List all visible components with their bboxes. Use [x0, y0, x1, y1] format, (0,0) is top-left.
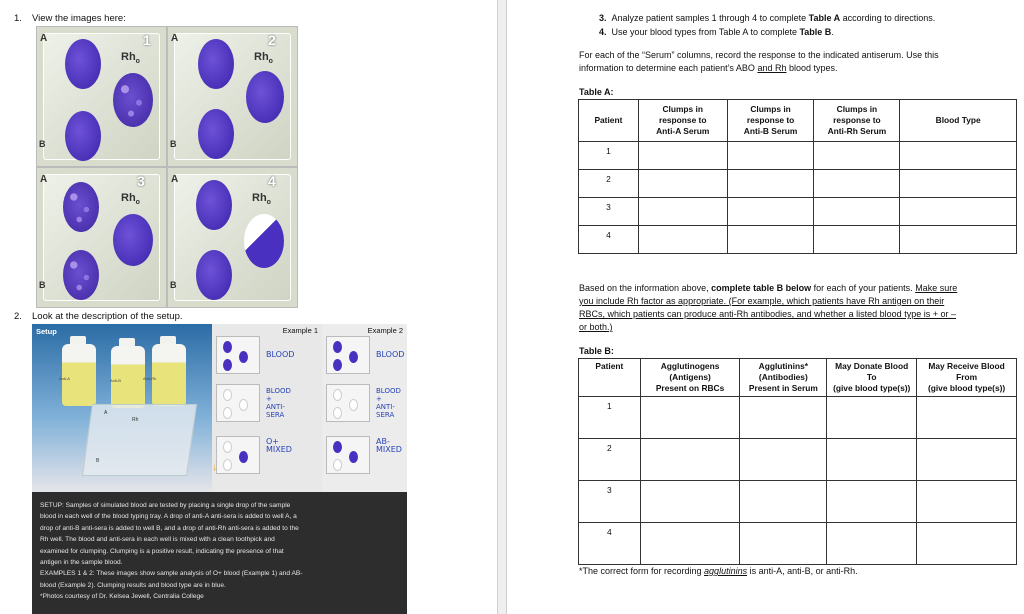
- tray-2-b-label: B: [170, 139, 177, 149]
- table-b-header-patient: Patient: [579, 359, 641, 397]
- example-1-title: Example 1: [282, 326, 318, 335]
- tray-3: [36, 167, 167, 308]
- tray-3-well-b: [63, 250, 99, 300]
- example-2-title: Example 2: [367, 326, 403, 335]
- tray-3-rh-label: $Rh_o$: [121, 192, 140, 207]
- instruction-4: 4. Use your blood types from Table A to complete Table B.: [599, 27, 834, 37]
- table-b-patient-4: 4: [579, 523, 641, 565]
- table-a-cell-input[interactable]: [814, 142, 900, 170]
- table-b-header-agglutinogens: Agglutinogens (Antigens) Present on RBCs: [640, 359, 740, 397]
- instruction-2: [14, 311, 183, 322]
- setup-tray-b-label: B: [96, 458, 100, 464]
- table-row: [579, 523, 1017, 565]
- table-a-cell-input[interactable]: [727, 170, 814, 198]
- page-gutter: [497, 0, 507, 614]
- table-a-cell-input[interactable]: [900, 142, 1017, 170]
- example-1-row-3: O+ MIXED: [266, 437, 292, 454]
- tray-4-rh-label: $Rh_o$: [252, 192, 271, 207]
- blood-typing-trays: [36, 26, 298, 308]
- table-b-cell-input[interactable]: [917, 481, 1017, 523]
- table-b-cell-input[interactable]: [740, 481, 827, 523]
- instruction-1: [14, 13, 126, 24]
- table-row: [579, 226, 1017, 254]
- tray-2-a-label: A: [171, 33, 179, 44]
- example-1-row-1: BLOOD: [266, 350, 295, 359]
- tray-4-b-label: B: [170, 280, 177, 290]
- table-a-cell-input[interactable]: [900, 198, 1017, 226]
- table-a-patient-3: 3: [579, 198, 639, 226]
- tray-1-well-b: [65, 111, 101, 161]
- table-b-cell-input[interactable]: [827, 439, 917, 481]
- setup-figure: [32, 324, 407, 614]
- table-a-cell-input[interactable]: [638, 142, 727, 170]
- table-a-cell-input[interactable]: [900, 170, 1017, 198]
- setup-description: SETUP: Samples of simulated blood are tested by placing a single drop of the sample blood in each well of the blood typing tray. A drop of anti-A anti-sera is added to well A, a drop of anti-B anti-sera is added to well B, and a drop of anti-Rh anti-sera is added to the Rh well. The blood and anti-sera in each well is mixed with a clean toothpick and examined for clumping. Clumping is a positive result, indicating the presence of that antigen in the sample blood. EXAMPLES 1 & 2: These images show sample analysis of O+ blood (Example 1) and AB- blood (Example 2). Clumping results and blood type are in blue. *Photos courtesy of Dr. Kelsea Jewell, Centralia College: [40, 502, 303, 601]
- table-a-cell-input[interactable]: [727, 198, 814, 226]
- footnote: *The correct form for recording agglutinins is anti-A, anti-B, or anti-Rh.: [579, 566, 858, 576]
- anti-rh-bottle-label: Anti-Rh: [143, 376, 157, 381]
- tray-3-well-a: [63, 182, 99, 232]
- table-b-patient-1: 1: [579, 397, 641, 439]
- table-row: [579, 142, 1017, 170]
- table-a-cell-input[interactable]: [638, 198, 727, 226]
- tray-2-well-b: [198, 109, 234, 159]
- table-b-cell-input[interactable]: [917, 523, 1017, 565]
- table-b-cell-input[interactable]: [740, 523, 827, 565]
- tray-2-well-rh: [246, 71, 284, 123]
- instruction-3: 3. Analyze patient samples 1 through 4 to complete Table A according to directions.: [599, 13, 936, 23]
- tray-4-number: 4: [268, 173, 276, 189]
- setup-tray-rh-label: Rh: [132, 417, 139, 423]
- table-a-cell-input[interactable]: [814, 226, 900, 254]
- table-a-cell-input[interactable]: [638, 226, 727, 254]
- table-a-cell-input[interactable]: [900, 226, 1017, 254]
- table-a-cell-input[interactable]: [727, 226, 814, 254]
- table-b-header-may-receive: May Receive Blood From (give blood type(s)): [917, 359, 1017, 397]
- tray-3-a-label: A: [40, 174, 48, 185]
- tray-1-rh-label: $Rh_o$: [121, 51, 140, 66]
- table-b-instructions: Based on the information above, complete table B below for each of your patients. Make sure you include Rh factor as appropriate. (For example, which patients have Rh antigen on their RBCs, which patients can produce anti-Rh antibodies, and whether a listed blood type is + or – or both.): [579, 283, 958, 332]
- anti-a-bottle-label: Anti-A: [59, 376, 70, 381]
- tray-3-well-rh: [113, 214, 153, 266]
- example-1-row-2: BLOOD + ANTI- SERA: [266, 387, 291, 419]
- instruction-1-text: View the images here:: [32, 13, 126, 24]
- table-b-patient-3: 3: [579, 481, 641, 523]
- table-b: [578, 358, 1017, 565]
- right-page: [507, 0, 1024, 614]
- tray-4-a-label: A: [171, 174, 179, 185]
- table-a-header-anti-rh: Clumps in response to Anti-Rh Serum: [814, 100, 900, 142]
- table-b-cell-input[interactable]: [917, 439, 1017, 481]
- table-b-cell-input[interactable]: [740, 397, 827, 439]
- anti-b-bottle: [111, 346, 145, 408]
- setup-photo: [32, 324, 212, 492]
- table-a-patient-2: 2: [579, 170, 639, 198]
- table-a-cell-input[interactable]: [638, 170, 727, 198]
- anti-rh-bottle: [152, 344, 186, 406]
- tray-4: [167, 167, 298, 308]
- table-b-cell-input[interactable]: [640, 397, 740, 439]
- tray-3-b-label: B: [39, 280, 46, 290]
- setup-label: Setup: [36, 327, 57, 336]
- table-a-header-blood-type: Blood Type: [900, 100, 1017, 142]
- table-row: [579, 481, 1017, 523]
- table-a-cell-input[interactable]: [814, 198, 900, 226]
- table-b-cell-input[interactable]: [917, 397, 1017, 439]
- example-2-row-1: BLOOD: [376, 350, 405, 359]
- table-b-header-may-donate: May Donate Blood To (give blood type(s)): [827, 359, 917, 397]
- example-2: [322, 324, 407, 492]
- tray-1-b-label: B: [39, 139, 46, 149]
- example-2-row-2: BLOOD + ANTI- SERA: [376, 387, 401, 419]
- table-a-cell-input[interactable]: [814, 170, 900, 198]
- tray-3-number: 3: [137, 173, 145, 189]
- tray-1-well-rh: [113, 73, 153, 127]
- instruction-2-number: 2.: [14, 311, 22, 322]
- table-b-cell-input[interactable]: [827, 397, 917, 439]
- tray-1: [36, 26, 167, 167]
- table-row: [579, 198, 1017, 226]
- table-a-cell-input[interactable]: [727, 142, 814, 170]
- tray-2-well-a: [198, 39, 234, 89]
- table-a-header-patient: Patient: [579, 100, 639, 142]
- tray-4-well-a: [196, 180, 232, 230]
- table-b-cell-input[interactable]: [640, 523, 740, 565]
- setup-tray: [82, 404, 197, 476]
- tray-1-a-label: A: [40, 33, 48, 44]
- table-b-cell-input[interactable]: [827, 523, 917, 565]
- table-b-header-agglutinins: Agglutinins* (Antibodies) Present in Serum: [740, 359, 827, 397]
- anti-a-bottle: [62, 344, 96, 406]
- tray-2: [167, 26, 298, 167]
- table-a-header-anti-a: Clumps in response to Anti-A Serum: [638, 100, 727, 142]
- table-a-patient-4: 4: [579, 226, 639, 254]
- instruction-1-number: 1.: [14, 13, 22, 24]
- table-a: [578, 99, 1017, 254]
- instruction-2-text: Look at the description of the setup.: [32, 311, 183, 322]
- table-row: [579, 397, 1017, 439]
- tray-2-rh-label: $Rh_o$: [254, 51, 273, 66]
- left-page: [0, 0, 497, 614]
- tray-1-number: 1: [143, 32, 151, 48]
- table-b-cell-input[interactable]: [827, 481, 917, 523]
- tray-2-number: 2: [268, 32, 276, 48]
- example-2-row-3: AB- MIXED: [376, 437, 402, 454]
- table-b-cell-input[interactable]: [640, 481, 740, 523]
- intro-paragraph: For each of the “Serum” columns, record the response to the indicated antiserum. Use this information to determine each patient’s ABO and Rh blood types.: [579, 50, 939, 73]
- anti-b-bottle-label: Anti-B: [110, 378, 121, 383]
- table-a-header-anti-b: Clumps in response to Anti-B Serum: [727, 100, 814, 142]
- table-b-caption: Table B:: [579, 346, 614, 356]
- table-b-cell-input[interactable]: [740, 439, 827, 481]
- tray-4-well-rh: [244, 214, 284, 268]
- table-a-caption: Table A:: [579, 87, 614, 97]
- example-1: Example 1 BLOOD BLOOD + ANTI- SERA O+ MIXED ↓: [212, 324, 322, 492]
- table-row: [579, 439, 1017, 481]
- table-b-cell-input[interactable]: [640, 439, 740, 481]
- tray-4-well-b: [196, 250, 232, 300]
- table-row: [579, 170, 1017, 198]
- setup-tray-a-label: A: [104, 410, 108, 416]
- tray-1-well-a: [65, 39, 101, 89]
- table-b-patient-2: 2: [579, 439, 641, 481]
- table-a-patient-1: 1: [579, 142, 639, 170]
